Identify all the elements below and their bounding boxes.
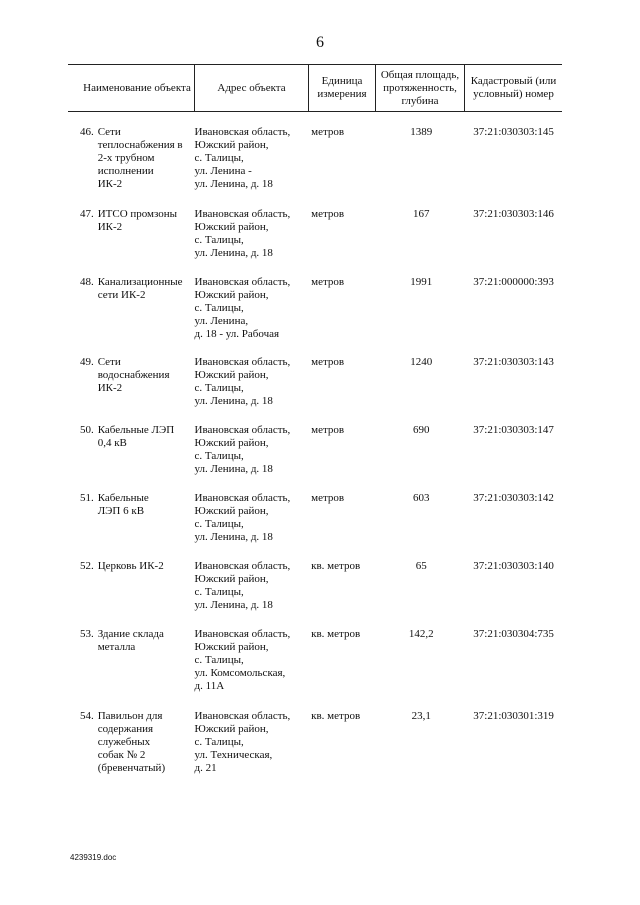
row-number: 54. — [79, 710, 94, 722]
row-name: Кабельные ЛЭП 0,4 кВ — [97, 424, 175, 449]
row-address: Ивановская область, Южский район, с. Талицы, ул. Ленина, д. 18 - ул. Рабочая — [194, 276, 291, 340]
table-row — [68, 628, 562, 693]
table-header — [68, 64, 562, 112]
row-address: Ивановская область, Южский район, с. Талицы, ул. Техническая, д. 21 — [194, 710, 291, 774]
document-filename: 4239319.doc — [70, 853, 117, 862]
row-cadastral: 37:21:030303:140 — [473, 560, 554, 572]
row-area: 167 — [413, 208, 430, 220]
row-cadastral: 37:21:030303:146 — [473, 208, 554, 220]
row-cadastral: 37:21:030304:735 — [473, 628, 554, 640]
row-name: Сети теплоснабжения в 2-х трубном исполнении ИК-2 — [97, 126, 183, 190]
page-number: 6 — [316, 34, 324, 51]
row-area: 1389 — [410, 126, 433, 138]
row-address: Ивановская область, Южский район, с. Талицы, ул. Ленина, д. 18 — [194, 424, 291, 475]
table-row — [68, 356, 562, 408]
row-area: 23,1 — [411, 710, 431, 722]
table-row — [68, 492, 562, 544]
row-area: 65 — [415, 560, 427, 572]
row-cadastral: 37:21:000000:393 — [473, 276, 554, 288]
row-address: Ивановская область, Южский район, с. Талицы, ул. Ленина, д. 18 — [194, 208, 291, 259]
row-cadastral: 37:21:030303:145 — [473, 126, 554, 138]
row-unit: кв. метров — [311, 560, 361, 572]
row-number: 52. — [79, 560, 94, 572]
row-cadastral: 37:21:030303:147 — [473, 424, 554, 436]
row-unit: метров — [311, 424, 345, 436]
row-area: 603 — [413, 492, 430, 504]
row-name: Здание склада металла — [97, 628, 164, 653]
row-area: 1991 — [410, 276, 433, 288]
row-unit: метров — [311, 276, 345, 288]
row-name: ИТСО промзоны ИК-2 — [97, 208, 178, 233]
table-row — [68, 424, 562, 476]
row-name: Сети водоснабжения ИК-2 — [97, 356, 170, 394]
header-area: Общая площадь, протяженность, глубина — [375, 65, 464, 111]
row-number: 51. — [79, 492, 94, 504]
row-number: 53. — [79, 628, 94, 640]
table-row — [68, 560, 562, 612]
row-address: Ивановская область, Южский район, с. Талицы, ул. Ленина, д. 18 — [194, 560, 291, 611]
row-number: 49. — [79, 356, 94, 368]
table-row — [68, 208, 562, 260]
row-cadastral: 37:21:030303:142 — [473, 492, 554, 504]
row-number: 48. — [79, 276, 94, 288]
table-row — [68, 126, 562, 191]
property-table — [68, 64, 562, 774]
row-address: Ивановская область, Южский район, с. Талицы, ул. Ленина, д. 18 — [194, 356, 291, 407]
row-unit: кв. метров — [311, 628, 361, 640]
row-unit: метров — [311, 492, 345, 504]
table-row — [68, 276, 562, 341]
row-number: 47. — [79, 208, 94, 220]
row-cadastral: 37:21:030301:319 — [473, 710, 554, 722]
row-name: Кабельные ЛЭП 6 кВ — [97, 492, 149, 517]
row-unit: метров — [311, 126, 345, 138]
row-unit: метров — [311, 356, 345, 368]
row-address: Ивановская область, Южский район, с. Талицы, ул. Комсомольская, д. 11А — [194, 628, 291, 692]
row-address: Ивановская область, Южский район, с. Талицы, ул. Ленина, д. 18 — [194, 492, 291, 543]
row-cadastral: 37:21:030303:143 — [473, 356, 554, 368]
header-address: Адрес объекта — [194, 65, 308, 111]
row-name: Павильон для содержания служебных собак № 2 (бревенчатый) — [97, 710, 166, 774]
row-area: 1240 — [410, 356, 433, 368]
row-unit: кв. метров — [311, 710, 361, 722]
row-area: 690 — [413, 424, 430, 436]
row-area: 142,2 — [408, 628, 434, 640]
row-number: 50. — [79, 424, 94, 436]
table-row — [68, 710, 562, 775]
header-cadastral: Кадастровый (или условный) номер — [464, 65, 562, 111]
row-number: 46. — [79, 126, 94, 138]
row-unit: метров — [311, 208, 345, 220]
row-name: Канализационные сети ИК-2 — [97, 276, 183, 301]
row-name: Церковь ИК-2 — [97, 560, 164, 572]
header-unit: Единица измерения — [308, 65, 375, 111]
header-name: Наименование объекта — [83, 81, 191, 94]
row-address: Ивановская область, Южский район, с. Талицы, ул. Ленина - ул. Ленина, д. 18 — [194, 126, 291, 190]
